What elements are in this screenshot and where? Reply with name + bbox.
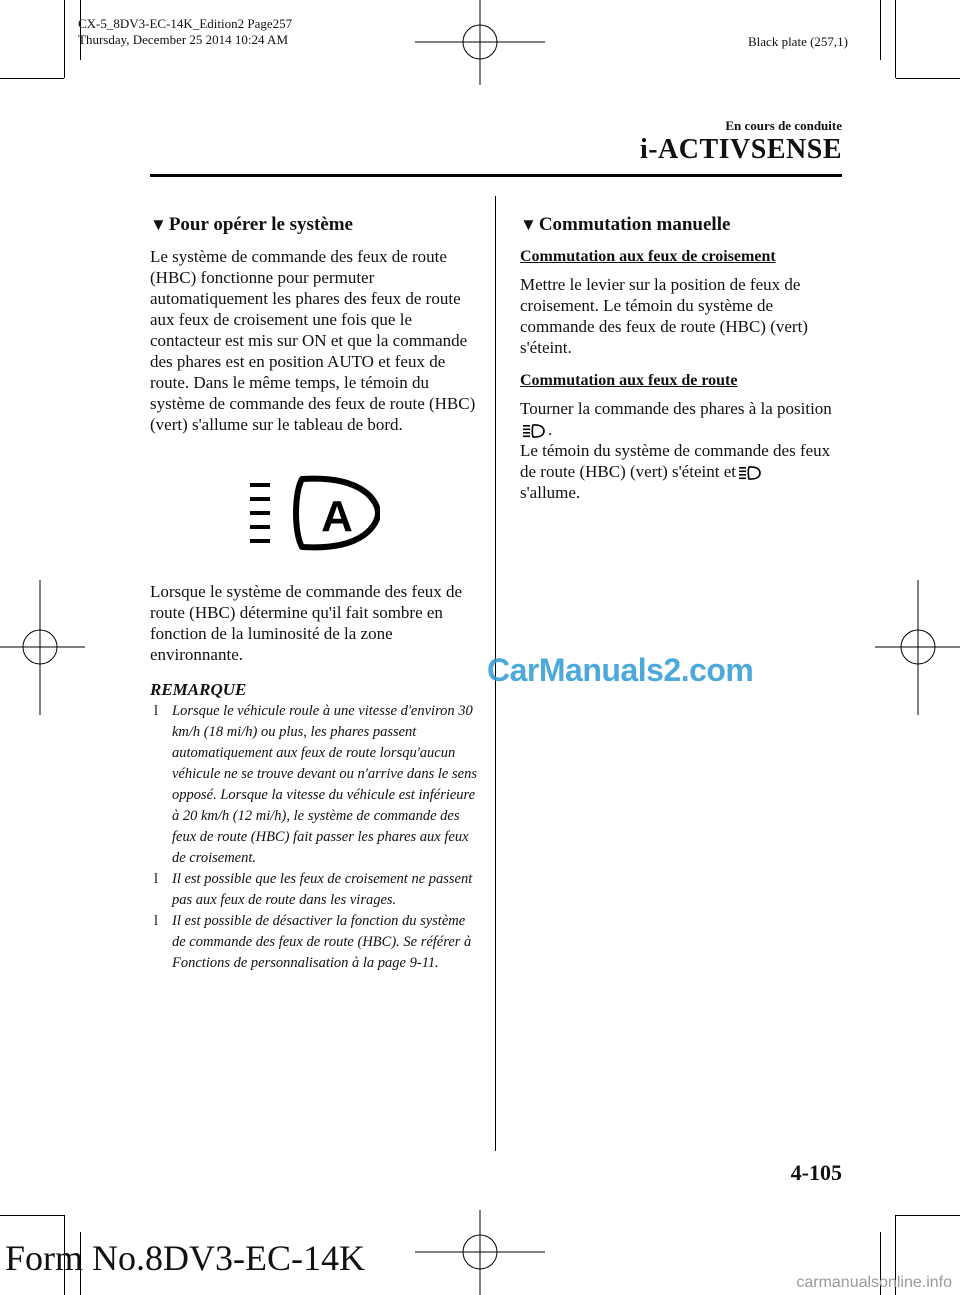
note-item bbox=[150, 869, 480, 911]
note-text: Il est possible que les feux de croisement ne passent pas aux feux de route dans les virages. bbox=[172, 871, 473, 908]
low-beam-subheading: Commutation aux feux de croisement bbox=[520, 248, 776, 265]
crop-mark bbox=[895, 0, 896, 78]
registration-mark-right bbox=[875, 580, 960, 715]
high-beam-text-c: Le témoin du système de commande des feux de route (HBC) (vert) s'éteint et bbox=[520, 441, 831, 481]
header-rule bbox=[150, 174, 842, 177]
section-title: i-ACTIVSENSE bbox=[639, 134, 842, 165]
left-heading bbox=[150, 212, 480, 238]
crop-mark bbox=[896, 1215, 960, 1216]
note-list bbox=[150, 701, 480, 974]
hbc-indicator-icon bbox=[250, 473, 380, 553]
registration-mark-left bbox=[0, 580, 85, 715]
high-beam-text-a: Tourner la commande des phares à la position bbox=[520, 399, 832, 418]
high-beam-icon bbox=[523, 424, 545, 438]
note-item bbox=[150, 701, 480, 869]
triangle-down-icon: ▼ bbox=[150, 215, 167, 234]
high-beam-text bbox=[520, 398, 842, 503]
high-beam-icon bbox=[739, 466, 761, 480]
form-number: Form No.8DV3-EC-14K bbox=[5, 1238, 365, 1278]
note-text: Lorsque le véhicule roule à une vitesse d'environ 30 km/h (18 mi/h) ou plus, les phares passent automatiquement aux feux de route lorsqu'aucun véhicule ne se trouve devant ou n'arrive dans le sens opposé. Lorsque la vitesse du véhicule est inférieure à 20 km/h (12 mi/h), le système de commande des feux de route (HBC) fait passer les phares aux feux de croisement. bbox=[172, 703, 477, 866]
footer-site-link[interactable]: carmanualsonline.info bbox=[796, 1274, 952, 1291]
section-subtitle: En cours de conduite bbox=[725, 118, 842, 133]
low-beam-text: Mettre le levier sur la position de feux de croisement. Le témoin du système de commande des feux de route (HBC) (vert) s'éteint. bbox=[520, 275, 808, 357]
remarque-title: REMARQUE bbox=[150, 680, 247, 699]
high-beam-subheading: Commutation aux feux de route bbox=[520, 372, 738, 389]
left-after-icon-text: Lorsque le système de commande des feux de route (HBC) détermine qu'il fait sombre en fonction de la luminosité de la zone environnante. bbox=[150, 582, 463, 664]
crop-mark bbox=[0, 1215, 64, 1216]
left-intro-text: Le système de commande des feux de route (HBC) fonctionne pour permuter automatiquement les phares des feux de route aux feux de croisement une fois que le contacteur est mis sur ON et que la commande des phares est en position AUTO et feux de route. Dans le même temps, le témoin du système de commande des feux de route (HBC) (vert) s'allume sur le tableau de bord. bbox=[150, 247, 476, 434]
right-heading bbox=[520, 212, 842, 238]
print-info-line1: CX-5_8DV3-EC-14K_Edition2 Page257 bbox=[78, 16, 293, 31]
plate-label: Black plate (257,1) bbox=[748, 34, 848, 49]
watermark-logo: CarManuals2.com bbox=[487, 652, 754, 688]
hbc-icon-letter: A bbox=[321, 492, 353, 541]
note-text: Il est possible de désactiver la fonction du système de commande des feux de route (HBC). Se référer à Fonctions de personnalisation à la page 9-11. bbox=[172, 913, 472, 971]
registration-mark-bottom bbox=[415, 1210, 545, 1295]
print-info bbox=[78, 16, 292, 48]
crop-mark bbox=[880, 0, 881, 60]
crop-mark bbox=[64, 0, 65, 78]
left-heading-text: Pour opérer le système bbox=[168, 214, 353, 235]
crop-mark bbox=[0, 78, 64, 79]
left-column bbox=[150, 212, 480, 974]
bullet-icon: l bbox=[154, 703, 159, 719]
bullet-icon: l bbox=[154, 913, 159, 929]
crop-mark bbox=[896, 78, 960, 79]
right-heading-text: Commutation manuelle bbox=[538, 214, 731, 235]
page-number: 4-105 bbox=[790, 1160, 842, 1185]
note-item bbox=[150, 911, 480, 974]
high-beam-text-b: . bbox=[548, 420, 553, 439]
registration-mark-top bbox=[415, 0, 545, 90]
print-info-line2: Thursday, December 25 2014 10:24 AM bbox=[78, 32, 289, 47]
bullet-icon: l bbox=[154, 871, 159, 887]
high-beam-text-d: s'allume. bbox=[520, 483, 581, 502]
triangle-down-icon: ▼ bbox=[520, 215, 537, 234]
right-column bbox=[520, 212, 842, 503]
